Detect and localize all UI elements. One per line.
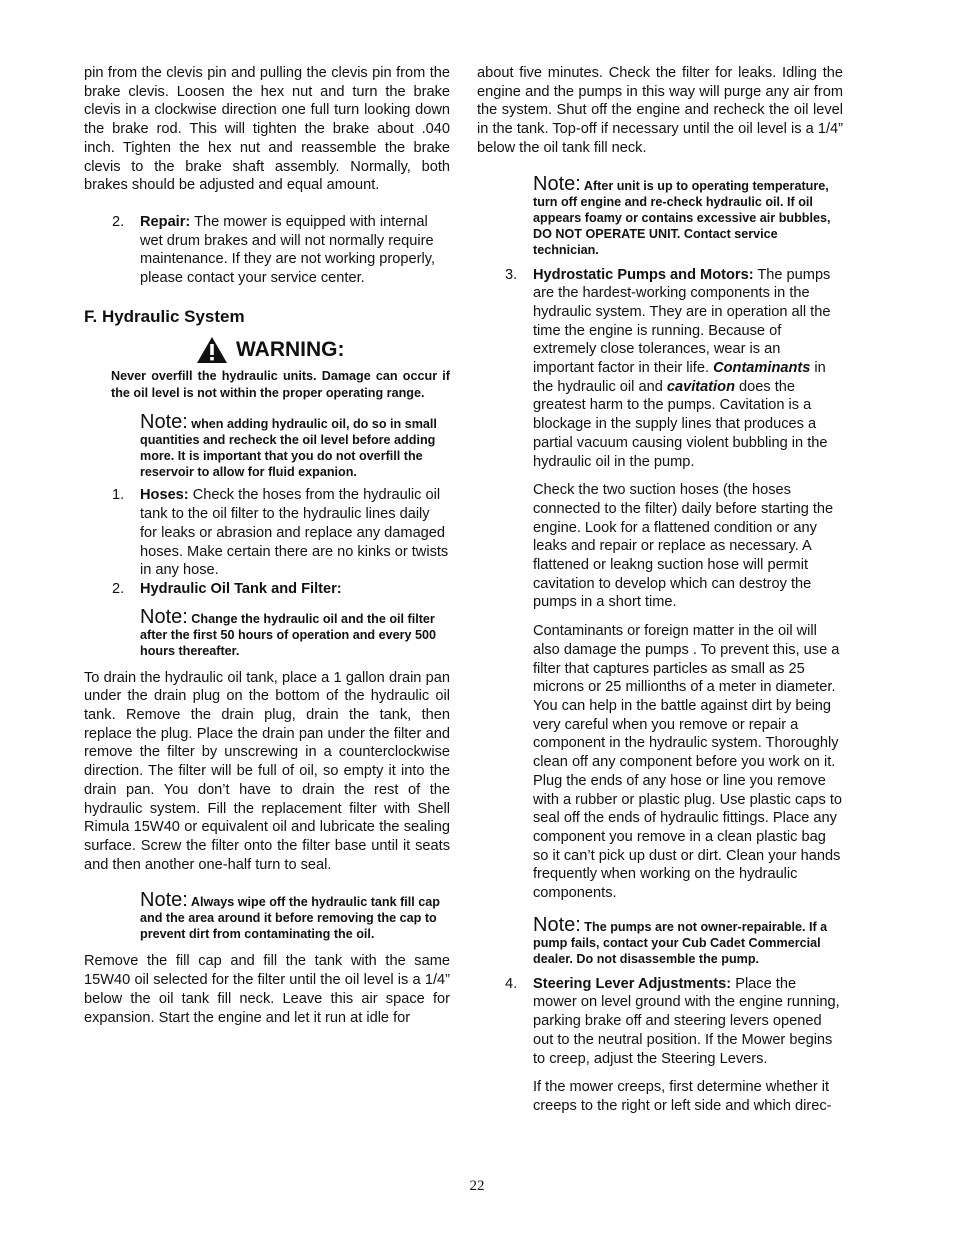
right-column	[477, 64, 843, 1116]
warning-triangle-icon	[196, 336, 228, 364]
note-text: The pumps are not owner-repairable. If a pump fails, contact your Cub Cadet Commercial dealer. Do not disassemble the pump.	[533, 919, 828, 966]
warning-text: Never overfill the hydraulic units. Damage can occur if the oil level is not within the proper operating range.	[111, 369, 450, 401]
hoses-label: Hoses:	[140, 487, 189, 504]
repair-item	[84, 213, 450, 288]
warning-title: WARNING:	[236, 338, 345, 362]
hoses-text: Check the hoses from the hydraulic oil tank to the oil filter to the hydraulic lines daily for leaks or abrasion and replace any damaged hoses. Make certain there are no kinks or twists in any hose.	[140, 487, 449, 579]
section-title: F. Hydraulic System	[84, 306, 245, 326]
note-label: Note:	[533, 172, 581, 195]
repair-text: The mower is equipped with internal wet drum brakes and will not normally require maintenance. If they are not working properly, please contact your service center.	[140, 213, 436, 287]
pumps-text: does the greatest harm to the pumps. Cavitation is a blockage in the supply lines that produces a partial vacuum causing violent bubbling in the hydraulic oil in the pump.	[533, 378, 828, 470]
contaminants-paragraph: Contaminants or foreign matter in the oil will also damage the pumps . To prevent this, use a filter that captures particles as small as 25 microns or 25 millionths of a meter in diameter. You can help in the battle against dirt by being very careful when you remove or repair a component in the hydraulic system. Thoroughly clean off any component before you work on it. Plug the ends of any hose or line you remove with a rubber or plastic plug. Use plastic caps to seal off the ends of hydraulic fittings. Place any component you remove in a clean plastic bag so it can’t pick up dust or dirt. Clean your hands frequently when working on the hydraulic components.	[533, 623, 843, 902]
drain-paragraph: To drain the hydraulic oil tank, place a 1 gallon drain pan under the drain plug on the bottom of the hydraulic oil tank. Remove the drain plug, drain the tank, then replace the plug. Place the drain pan under the filter and remove the filter by unscrewing in a counterclockwise direction. The filter will be full of oil, so empty it into the drain pan. You don’t have to drain the rest of the hydraulic system. Fill the replacement filter with Shell Rimula 15W40 or equivalent oil and lubricate the sealing surface. Screw the filter onto the filter base until it seats and then another one-half turn to seal.	[84, 669, 450, 873]
tank-item	[84, 580, 450, 599]
note-label: Note:	[140, 411, 188, 434]
pumps-text: The pumps are the hardest-working components in the hydraulic system. They are in operation all the time the engine is running. Because of extremely close tolerances, wear is an important factor in their life.	[533, 266, 831, 377]
purge-paragraph: about five minutes. Check the filter for leaks. Idling the engine and the pumps in this way will purge any air from the system. Shut off the engine and recheck the oil level in the tank. Top-off if necessary until the oil level is a 1/4” below the oil tank fill neck.	[477, 65, 843, 156]
cavitation-emphasis: cavitation	[666, 378, 735, 395]
pumps-item	[477, 266, 843, 472]
suction-hoses-paragraph: Check the two suction hoses (the hoses connected to the filter) daily before starting the engine. Look for a flattened condition or any leaks and repair or replace as necessary. A flattened or leakng suction hose will permit cavitation to develop which can destroy the pumps in a short time.	[533, 482, 834, 611]
note-text: when adding hydraulic oil, do so in small quantities and recheck the oil level before adding more. It is important that you do not overfill the reservoir to allow for fluid expanion.	[140, 417, 437, 480]
brake-paragraph: pin from the clevis pin and pulling the clevis pin from the brake clevis. Loosen the hex nut and turn the brake clevis in a clockwise direction one full turn looking down the brake rod. This will tighten the brake about .040 inch. Tighten the hex nut and reassemble the brake clevis to the brake shaft assembly. Normally, both brakes should be adjusted and equal amount.	[84, 65, 450, 194]
repair-label: Repair:	[140, 213, 191, 230]
note-operating-temp	[477, 172, 843, 258]
note-text: After unit is up to operating temperature, turn off engine and re-check hydraulic oil. If oil appears foamy or contains excessive air bubbles, DO NOT OPERATE UNIT. Contact service technician.	[533, 178, 831, 257]
hoses-item	[84, 486, 450, 580]
warning-header	[84, 332, 450, 368]
note-label: Note:	[140, 889, 188, 912]
steering-label: Steering Lever Adjustments:	[533, 975, 732, 992]
contaminants-emphasis: Contaminants	[713, 360, 811, 377]
steering-item	[477, 975, 843, 1069]
note-label: Note:	[533, 913, 581, 936]
item-number: 2.	[112, 213, 125, 230]
note-label: Note:	[140, 605, 188, 628]
item-number: 4.	[505, 975, 518, 992]
item-number: 2.	[112, 580, 125, 597]
page-number: 22	[469, 1178, 485, 1194]
pumps-label: Hydrostatic Pumps and Motors:	[533, 266, 754, 283]
note-oil-change	[84, 605, 450, 659]
steering-text: Place the mower on level ground with the engine running, parking brake off and steering levers opened out to the neutral position. If the Mower begins to creep, adjust the Steering Levers.	[533, 975, 840, 1067]
item-number: 3.	[505, 266, 518, 283]
note-text: Always wipe off the hydraulic tank fill cap and the area around it before removing the cap to prevent dirt from contaminating the oil.	[140, 895, 440, 942]
left-column	[84, 64, 450, 1027]
fill-paragraph: Remove the fill cap and fill the tank with the same 15W40 oil selected for the filter until the oil level is a 1/4” below the oil tank fill neck. Leave this air space for expansion. Start the engine and let it run at idle for	[84, 953, 450, 1026]
creep-paragraph: If the mower creeps, first determine whether it creeps to the right or left side and which direc-	[533, 1079, 832, 1114]
note-text: Change the hydraulic oil and the oil filter after the first 50 hours of operation and every 500 hours thereafter.	[140, 611, 437, 658]
pumps-text: in the hydraulic oil and	[533, 360, 826, 395]
note-oil-adding	[84, 411, 450, 480]
note-pumps	[477, 913, 843, 967]
item-number: 1.	[112, 487, 125, 504]
tank-label: Hydraulic Oil Tank and Filter:	[140, 580, 342, 597]
note-fill-cap	[84, 889, 450, 942]
